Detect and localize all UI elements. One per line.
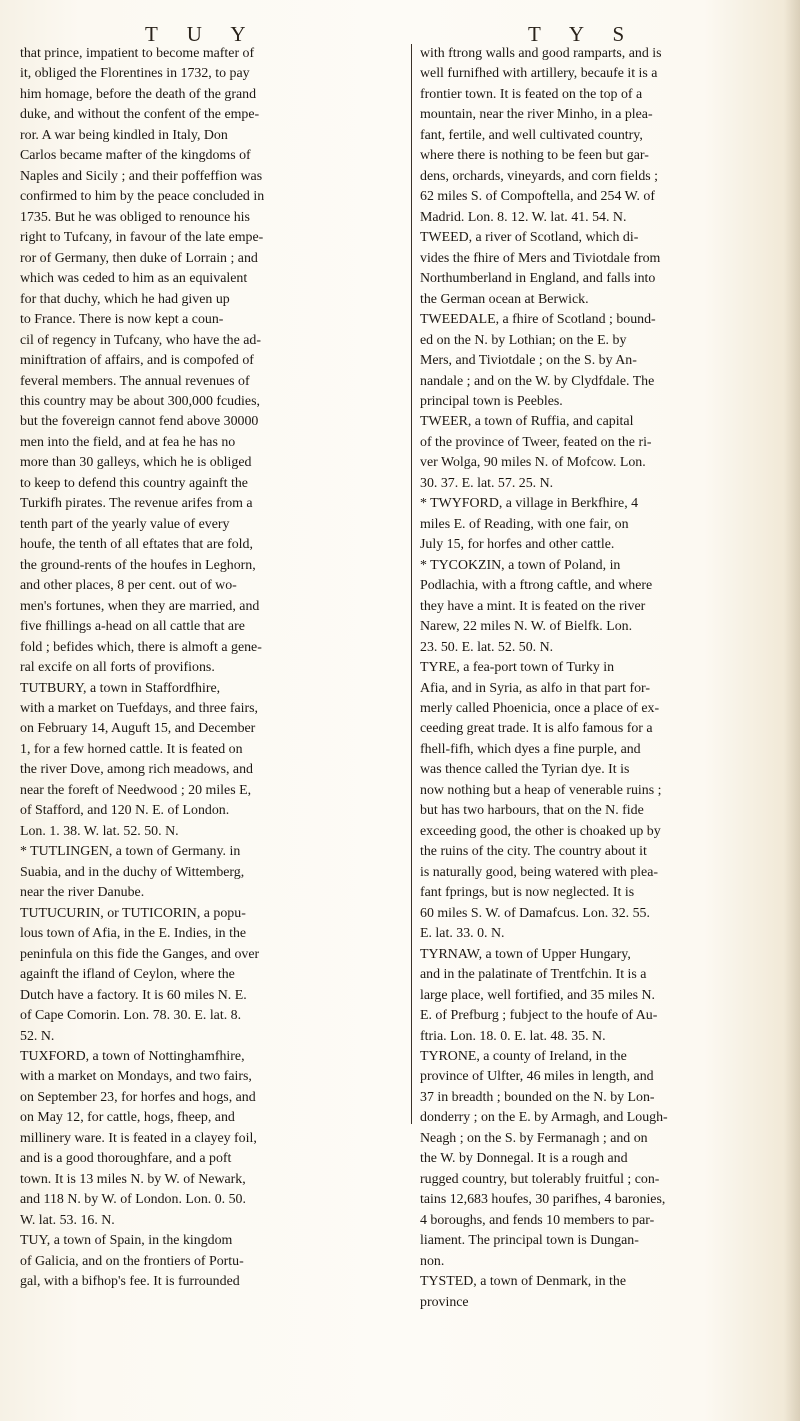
text-line: ror of Germany, then duke of Lorrain ; and <box>20 250 258 266</box>
text-line: fhell-fifh, which dyes a fine purple, and <box>420 741 641 757</box>
text-line: 30. 37. E. lat. 57. 25. N. <box>420 475 554 491</box>
text-line: on September 23, for horfes and hogs, and <box>20 1089 256 1105</box>
text-line: of the province of Tweer, feated on the ri- <box>420 434 652 450</box>
text-line: of Cape Comorin. Lon. 78. 30. E. lat. 8. <box>20 1008 242 1024</box>
text-line: 1, for a few horned cattle. It is feated on <box>20 741 243 757</box>
text-line: confirmed to him by the peace concluded in <box>20 189 265 205</box>
text-line: TWEER, a town of Ruffia, and capital <box>420 414 634 430</box>
text-line: Turkifh pirates. The revenue arifes from a <box>20 496 253 512</box>
text-line: to France. There is now kept a coun- <box>20 312 224 328</box>
text-line: on May 12, for cattle, hogs, fheep, and <box>20 1110 235 1126</box>
text-line: * TUTLINGEN, a town of Germany. in <box>20 844 241 860</box>
text-line: millinery ware. It is feated in a clayey foil, <box>20 1130 257 1146</box>
text-line: but the fovereign cannot fend above 30000 <box>20 414 259 430</box>
text-line: province <box>420 1294 469 1310</box>
text-line: houfe, the tenth of all eftates that are fold, <box>20 537 253 553</box>
text-line: of Galicia, and on the frontiers of Portu- <box>20 1253 244 1269</box>
text-line: well furnifhed with artillery, becaufe it is a <box>420 66 658 82</box>
text-line: 23. 50. E. lat. 52. 50. N. <box>420 639 554 655</box>
text-line: but has two harbours, that on the N. fide <box>420 803 644 819</box>
text-line: peninfula on this fide the Ganges, and over <box>20 946 260 962</box>
text-line: with ftrong walls and good ramparts, and is <box>420 46 662 61</box>
left-running-head: T U Y <box>145 22 258 46</box>
text-line: for that duchy, which he had given up <box>20 291 230 307</box>
right-running-head: T Y S <box>528 22 637 46</box>
text-line: cil of regency in Tufcany, who have the ad- <box>20 332 261 348</box>
text-line: 60 miles S. W. of Damafcus. Lon. 32. 55. <box>420 905 650 921</box>
text-line: TUY, a town of Spain, in the kingdom <box>20 1233 233 1249</box>
text-line: E. of Prefburg ; fubject to the houfe of Au- <box>420 1008 658 1024</box>
text-line: the German ocean at Berwick. <box>420 291 589 307</box>
text-line: lous town of Afia, in the E. Indies, in the <box>20 926 247 942</box>
text-line: and 118 N. by W. of London. Lon. 0. 50. <box>20 1192 246 1208</box>
text-line: tains 12,683 houfes, 30 parifhes, 4 baronies, <box>420 1192 666 1208</box>
text-line: Northumberland in England, and falls into <box>420 271 656 287</box>
text-line: Neagh ; on the S. by Fermanagh ; and on <box>420 1130 648 1146</box>
text-line: TYRNAW, a town of Upper Hungary, <box>420 946 631 962</box>
text-line: gal, with a bifhop's fee. It is furrounded <box>20 1274 240 1290</box>
text-line: frontier town. It is feated on the top of a <box>420 86 643 102</box>
text-line: this country may be about 300,000 fcudies, <box>20 393 260 409</box>
text-line: 62 miles S. of Compoftella, and 254 W. of <box>420 189 655 205</box>
text-line: it, obliged the Florentines in 1732, to pay <box>20 66 250 82</box>
text-line: more than 30 galleys, which he is obliged <box>20 455 252 471</box>
text-line: ror. A war being kindled in Italy, Don <box>20 127 228 143</box>
text-line: 4 boroughs, and fends 10 members to par- <box>420 1212 655 1228</box>
text-line: to keep to defend this country againft the <box>20 475 248 491</box>
text-line: tenth part of the yearly value of every <box>20 516 230 532</box>
text-line: miniftration of affairs, and is compofed of <box>20 353 254 369</box>
text-line: town. It is 13 miles N. by W. of Newark, <box>20 1171 246 1187</box>
text-line: * TYCOKZIN, a town of Poland, in <box>420 557 621 573</box>
text-line: rugged country, but tolerably fruitful ; con- <box>420 1171 660 1187</box>
text-line: with a market on Tuefdays, and three fairs, <box>20 701 259 716</box>
text-line: TUTUCURIN, or TUTICORIN, a popu- <box>20 905 246 921</box>
text-line: ver Wolga, 90 miles N. of Mofcow. Lon. <box>420 455 646 471</box>
text-line: him homage, before the death of the grand <box>20 86 257 102</box>
text-line: July 15, for horfes and other cattle. <box>420 537 615 553</box>
text-line: Madrid. Lon. 8. 12. W. lat. 41. 54. N. <box>420 209 627 225</box>
text-line: the ground-rents of the houfes in Leghorn, <box>20 557 256 573</box>
text-line: TUXFORD, a town of Nottinghamfhire, <box>20 1048 245 1064</box>
text-line: Dutch have a factory. It is 60 miles N. E. <box>20 987 247 1003</box>
text-line: mountain, near the river Minho, in a plea- <box>420 107 653 123</box>
text-line: ftria. Lon. 18. 0. E. lat. 48. 35. N. <box>420 1028 606 1044</box>
text-line: near the foreft of Needwood ; 20 miles E, <box>20 782 252 798</box>
text-line: men's fortunes, when they are married, and <box>20 598 260 614</box>
text-line: now nothing but a heap of venerable ruins ; <box>420 782 662 798</box>
text-line: that prince, impatient to become mafter of <box>20 46 255 61</box>
text-line: ceeding great trade. It is alfo famous for a <box>420 721 653 737</box>
text-line: five fhillings a-head on all cattle that are <box>20 619 245 635</box>
text-line: donderry ; on the E. by Armagh, and Lough- <box>420 1110 668 1126</box>
text-line: right to Tufcany, in favour of the late empe- <box>20 230 264 246</box>
text-line: E. lat. 33. 0. N. <box>420 926 505 942</box>
text-line: merly called Phoenicia, once a place of ex- <box>420 701 660 716</box>
text-line: non. <box>420 1253 445 1269</box>
text-line: ral excife on all forts of provifions. <box>20 660 215 676</box>
text-line: the ruins of the city. The country about it <box>420 844 647 860</box>
text-line: the W. by Donnegal. It is a rough and <box>420 1151 628 1167</box>
text-line: nandale ; and on the W. by Clydfdale. The <box>420 373 655 389</box>
text-line: with a market on Mondays, and two fairs, <box>20 1069 252 1085</box>
text-line: the river Dove, among rich meadows, and <box>20 762 253 778</box>
text-line: 52. N. <box>20 1028 55 1044</box>
text-line: province of Ulfter, 46 miles in length, and <box>420 1069 654 1085</box>
text-line: againft the ifland of Ceylon, where the <box>20 967 235 983</box>
text-line: Suabia, and in the duchy of Wittemberg, <box>20 864 245 880</box>
text-line: near the river Danube. <box>20 885 145 901</box>
text-line: miles E. of Reading, with one fair, on <box>420 516 629 532</box>
text-line: Narew, 22 miles N. W. of Bielfk. Lon. <box>420 619 633 635</box>
text-line: where there is nothing to be feen but gar- <box>420 148 649 164</box>
text-line: Naples and Sicily ; and their poffeffion was <box>20 168 263 184</box>
text-line: large place, well fortified, and 35 miles N. <box>420 987 656 1003</box>
text-line: principal town is Peebles. <box>420 393 563 409</box>
text-line: and other places, 8 per cent. out of wo- <box>20 578 237 594</box>
left-column <box>20 44 415 1290</box>
text-line: fold ; befides which, there is almoft a gene- <box>20 639 262 655</box>
text-line: vides the fhire of Mers and Tiviotdale from <box>420 250 661 266</box>
text-line: W. lat. 53. 16. N. <box>20 1212 115 1228</box>
text-line: and in the palatinate of Trentfchin. It is a <box>420 967 647 983</box>
text-line: Podlachia, with a ftrong caftle, and where <box>420 578 653 594</box>
text-line: fant fprings, but is now neglected. It is <box>420 885 635 901</box>
text-line: feveral members. The annual revenues of <box>20 373 250 389</box>
text-line: is naturally good, being watered with plea- <box>420 864 658 880</box>
text-line: Lon. 1. 38. W. lat. 52. 50. N. <box>20 823 179 839</box>
text-line: Carlos became mafter of the kingdoms of <box>20 148 251 164</box>
text-line: TWEEDALE, a fhire of Scotland ; bound- <box>420 312 656 328</box>
text-line: TWEED, a river of Scotland, which di- <box>420 230 639 246</box>
text-line: ed on the N. by Lothian; on the E. by <box>420 332 627 348</box>
text-line: Mers, and Tiviotdale ; on the S. by An- <box>420 353 637 369</box>
text-line: which was ceded to him as an equivalent <box>20 271 248 287</box>
text-line: TYRE, a fea-port town of Turky in <box>420 660 615 676</box>
text-line: * TWYFORD, a village in Berkfhire, 4 <box>420 496 639 512</box>
right-column <box>420 44 800 1310</box>
text-line: duke, and without the confent of the empe- <box>20 107 260 123</box>
text-line: on February 14, Auguft 15, and December <box>20 721 256 737</box>
text-line: they have a mint. It is feated on the river <box>420 598 646 614</box>
text-line: TYRONE, a county of Ireland, in the <box>420 1048 627 1064</box>
text-line: and is a good thoroughfare, and a poft <box>20 1151 232 1167</box>
text-line: was thence called the Tyrian dye. It is <box>420 762 630 778</box>
text-line: TYSTED, a town of Denmark, in the <box>420 1274 626 1290</box>
text-line: men into the field, and at fea he has no <box>20 434 236 450</box>
text-line: Afia, and in Syria, as alfo in that part for- <box>420 680 651 696</box>
text-line: 37 in breadth ; bounded on the N. by Lon- <box>420 1089 655 1105</box>
text-line: dens, orchards, vineyards, and corn fields ; <box>420 168 658 184</box>
text-line: fant, fertile, and well cultivated country, <box>420 127 643 143</box>
text-line: of Stafford, and 120 N. E. of London. <box>20 803 230 819</box>
text-line: 1735. But he was obliged to renounce his <box>20 209 250 225</box>
text-line: TUTBURY, a town in Staffordfhire, <box>20 680 221 696</box>
text-line: liament. The principal town is Dungan- <box>420 1233 639 1249</box>
text-line: exceeding good, the other is choaked up by <box>420 823 661 839</box>
